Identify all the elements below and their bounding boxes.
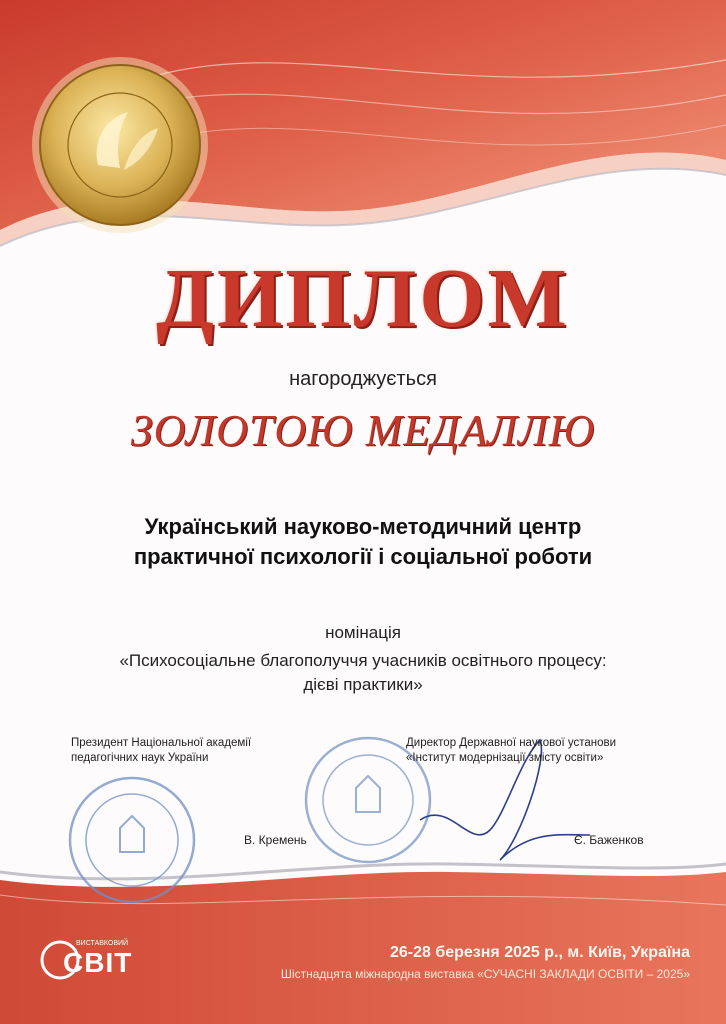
- exhibition-logo: СВІТ: [63, 947, 133, 978]
- event-subtitle: Шістнадцята міжнародна виставка «СУЧАСНІ ЗАКЛАДИ ОСВІТИ – 2025»: [280, 967, 690, 981]
- organization-name: [40, 512, 686, 572]
- awarded-text: нагороджується: [289, 368, 437, 390]
- organization-line-1: Український науково-методичний центр: [144, 514, 582, 539]
- left-signatory-name: В. Кремень: [244, 833, 307, 847]
- exhibition-logo-caption: ВИСТАВКОВИЙ: [76, 940, 129, 947]
- diploma-title: ДИПЛОМ: [156, 252, 570, 345]
- exhibition-seal-icon: [32, 57, 208, 233]
- event-date-place: 26-28 березня 2025 р., м. Київ, Україна: [389, 944, 690, 961]
- right-title-line-2: «Інститут модернізації змісту освіти»: [406, 752, 604, 764]
- nomination-text: [50, 649, 676, 697]
- nomination-label: номінація: [325, 623, 401, 642]
- right-title-line-1: Директор Державної наукової установи: [406, 737, 617, 749]
- right-signatory-name: Є. Баженков: [574, 833, 644, 847]
- left-title-line-1: Президент Національної академії: [71, 737, 252, 749]
- left-title-line-2: педагогічних наук України: [71, 752, 209, 764]
- left-stamp-icon: [70, 778, 194, 902]
- right-signatory-title: [406, 736, 616, 766]
- organization-line-2: практичної психології і соціальної роботи: [133, 544, 593, 569]
- nomination-line-2: дієві практики»: [303, 675, 423, 694]
- left-signatory-title: [71, 736, 251, 766]
- medal-text: ЗОЛОТОЮ МЕДАЛЛЮ: [130, 406, 596, 455]
- nomination-line-1: «Психосоціальне благополуччя учасників освітнього процесу:: [119, 651, 607, 670]
